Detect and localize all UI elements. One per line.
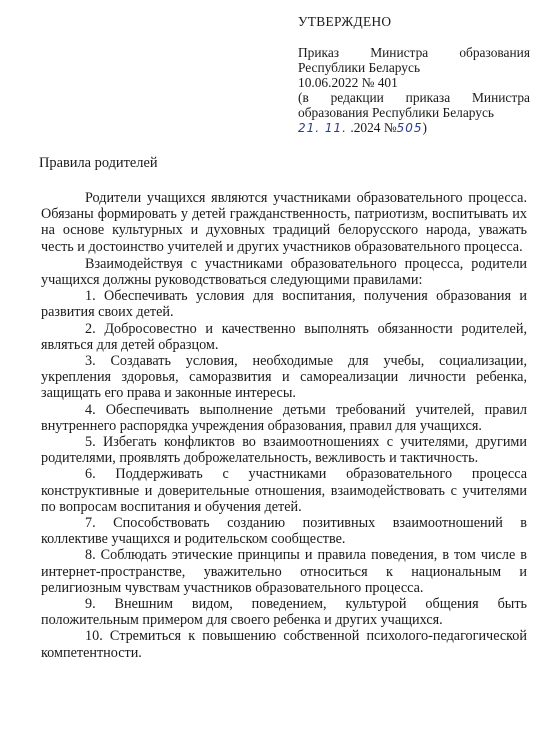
rule-item: 5. Избегать конфликтов во взаимоотношениях с учителями, другими родителями, проявлять доброжелательность, вежливость и тактичность. [41, 434, 527, 467]
approval-line: Республики Беларусь [298, 60, 421, 75]
rule-item: 3. Создавать условия, необходимые для учебы, социализации, укрепления здоровья, саморазвития и самореализации личности ребенка, защищать его права и законные интересы. [41, 353, 527, 402]
approval-heading: УТВЕРЖДЕНО [298, 14, 392, 29]
intro-paragraph: Родители учащихся являются участниками образовательного процесса. Обязаны формировать у детей гражданственность, патриотизм, воспитывать их на основе культурных и духовных традиций белорусского народа, уважать честь и достоинство учителей и других участников образовательного процесса. [41, 190, 527, 255]
rule-item: 8. Соблюдать этические принципы и правила поведения, в том числе в интернет-пространстве, уважительно относиться к национальным и религиозным чувствам участников образовательного процесса. [41, 547, 527, 596]
amendment-closing: ) [422, 120, 427, 135]
handwritten-date: 21. 11. [298, 121, 347, 135]
rule-item: 2. Добросовестно и качественно выполнять обязанности родителей, являться для детей образцом. [41, 320, 527, 353]
document-body [41, 190, 527, 661]
rule-item: 10. Стремиться к повышению собственной психолого-педагогической компетентности. [41, 628, 527, 661]
approval-amendment-date [298, 120, 530, 136]
rule-item: 9. Внешним видом, поведением, культурой общения быть положительным примером для своего ребенка и других учащихся. [41, 596, 527, 629]
approval-stamp-block [298, 14, 530, 136]
rule-item: 4. Обеспечивать выполнение детьми требований учителей, правил внутреннего распорядка учреждения образования, правил для учащихся. [41, 401, 527, 434]
rule-item: 6. Поддерживать с участниками образовательного процесса конструктивные и доверительные отношения, взаимодействовать с учителями по вопросам воспитания и обучения детей. [41, 466, 527, 515]
handwritten-number: 505 [396, 121, 423, 135]
rule-item: 7. Способствовать созданию позитивных взаимоотношений в коллективе учащихся и родительском сообществе. [41, 515, 527, 548]
approval-line: образования Республики Беларусь [298, 105, 495, 120]
approval-line: (в редакции приказа Министра [298, 90, 530, 105]
amendment-year: .2024 № [350, 120, 397, 135]
document-title: Правила родителей [39, 155, 158, 171]
approval-line: 10.06.2022 № 401 [298, 75, 398, 90]
intro-paragraph: Взаимодействуя с участниками образовательного процесса, родители учащихся должны руководствоваться следующими правилами: [41, 255, 527, 289]
rule-item: 1. Обеспечивать условия для воспитания, получения образования и развития своих детей. [41, 288, 527, 321]
approval-line: Приказ Министра образования [298, 45, 530, 60]
